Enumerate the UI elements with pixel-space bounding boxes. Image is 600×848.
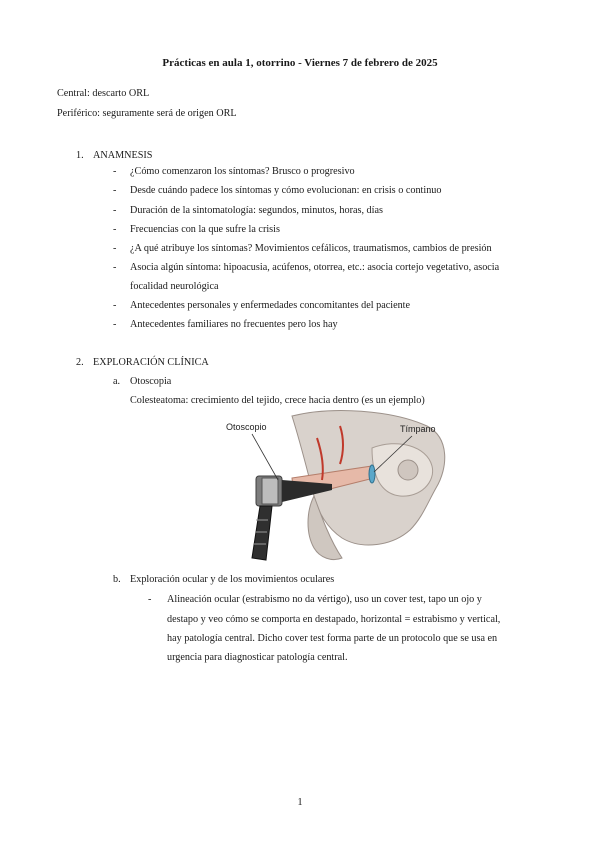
bullet-dash: -	[113, 300, 117, 311]
subsection-text: Colesteatoma: crecimiento del tejido, crece hacia dentro (es un ejemplo)	[130, 395, 425, 406]
bullet-dash: -	[113, 224, 117, 235]
bullet-dash: -	[113, 166, 117, 177]
list-item: ¿Cómo comenzaron los síntomas? Brusco o progresivo	[130, 166, 355, 177]
list-item: Frecuencias con la que sufre la crisis	[130, 224, 280, 235]
bullet-dash: -	[113, 262, 117, 273]
paragraph-line: Alineación ocular (estrabismo no da vértigo), uso un cover test, tapo un ojo y	[167, 594, 482, 605]
list-item: Duración de la sintomatología: segundos, minutos, horas, días	[130, 205, 383, 216]
figure-label-otoscopio: Otoscopio	[226, 422, 267, 432]
bullet-dash: -	[113, 243, 117, 254]
list-item: Antecedentes familiares no frecuentes pero los hay	[130, 319, 338, 330]
list-item: ¿A qué atribuye los síntomas? Movimientos cefálicos, traumatismos, cambios de presión	[130, 243, 492, 254]
paragraph-line: destapo y veo cómo se comporta en destapado, horizontal = estrabismo y vertical,	[167, 614, 501, 625]
page-title: Prácticas en aula 1, otorrino - Viernes 7 de febrero de 2025	[162, 57, 438, 69]
subsection-letter: b.	[113, 574, 121, 585]
otoscope-ear-illustration	[222, 408, 450, 566]
page-number: 1	[297, 797, 303, 808]
list-item: Desde cuándo padece los síntomas y cómo evolucionan: en crisis o continuo	[130, 185, 442, 196]
bullet-dash: -	[148, 594, 152, 605]
section-heading-anamnesis: ANAMNESIS	[93, 150, 153, 161]
section-number: 2.	[76, 357, 84, 368]
section-heading-exploracion: EXPLORACIÓN CLÍNICA	[93, 357, 209, 368]
list-item: Antecedentes personales y enfermedades concomitantes del paciente	[130, 300, 411, 311]
paragraph-line: hay patología central. Dicho cover test forma parte de un protocolo que se usa en	[167, 633, 498, 644]
figure-label-timpano: Tímpano	[400, 424, 436, 434]
subsection-heading-exploracion-ocular: Exploración ocular y de los movimientos oculares	[130, 574, 335, 585]
section-number: 1.	[76, 150, 84, 161]
bullet-dash: -	[113, 205, 117, 216]
subsection-heading-otoscopia: Otoscopia	[130, 376, 172, 387]
subsection-letter: a.	[113, 376, 121, 387]
paragraph-line: urgencia para diagnosticar patología central.	[167, 652, 348, 663]
bullet-dash: -	[113, 319, 117, 330]
list-item-continuation: focalidad neurológica	[130, 281, 219, 292]
bullet-dash: -	[113, 185, 117, 196]
intro-periferico: Periférico: seguramente será de origen ORL	[57, 108, 237, 119]
list-item: Asocia algún síntoma: hipoacusia, acúfenos, otorrea, etc.: asocia cortejo vegetativo, asocia	[130, 262, 500, 273]
intro-central: Central: descarto ORL	[57, 88, 150, 99]
